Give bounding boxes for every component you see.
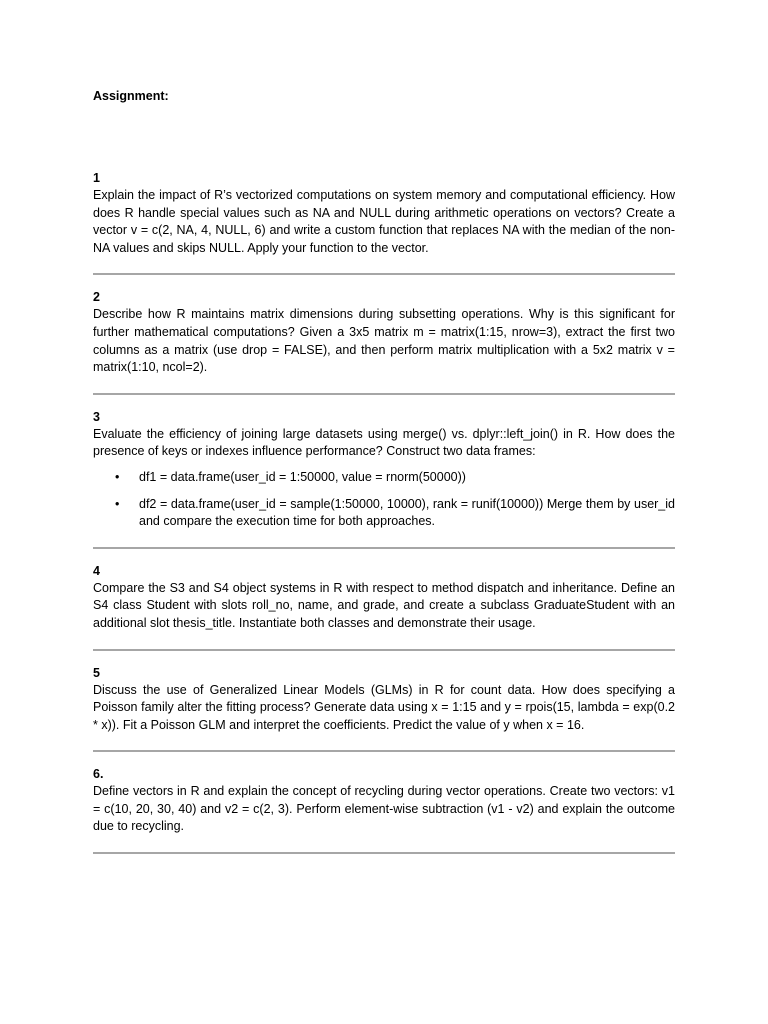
question-number: 2 (93, 290, 100, 305)
section-divider (93, 750, 675, 752)
question-2 (93, 288, 675, 394)
bullet-icon (115, 469, 119, 487)
question-number: 3 (93, 409, 100, 424)
assignment-title: Assignment: (93, 89, 169, 103)
question-text: Compare the S3 and S4 object systems in R with respect to method dispatch and inheritance. Define an S4 class Student with slots roll_no, name, and grade, and create a subclass GraduateStudent with an additional slot thesis_title. Instantiate both classes and demonstrate their usage. (93, 580, 675, 630)
list-item-text: df2 = data.frame(user_id = sample(1:50000, 10000), rank = runif(10000)) Merge them by user_id and compare the execution time for both approaches. (139, 496, 675, 529)
bullet-icon (115, 496, 119, 514)
list-item (93, 469, 675, 487)
section-divider (93, 852, 675, 854)
question-text: Describe how R maintains matrix dimensions during subsetting operations. Why is this significant for further mathematical computations? Given a 3x5 matrix m = matrix(1:15, nrow=3), extract the first two columns as a matrix (use drop = FALSE), and then perform matrix multiplication with a 5x2 matrix v = matrix(1:10, ncol=2). (93, 307, 675, 375)
question-text: Discuss the use of Generalized Linear Models (GLMs) in R for count data. How does specifying a Poisson family alter the fitting process? Generate data using x = 1:15 and y = rpois(15, lambda = exp(0.2 * x)). Fit a Poisson GLM and interpret the coefficients. Predict the value of y when x = 16. (93, 682, 675, 732)
question-5 (93, 664, 675, 753)
section-divider (93, 273, 675, 275)
question-number: 5 (93, 665, 100, 680)
document-content (93, 88, 675, 867)
question-list (93, 169, 675, 854)
section-divider (93, 547, 675, 549)
question-number: 1 (93, 171, 100, 185)
question-text: Evaluate the efficiency of joining large datasets using merge() vs. dplyr::left_join() in R. How does the presence of keys or indexes influence performance? Construct two data frames: (93, 426, 675, 459)
question-text: Define vectors in R and explain the concept of recycling during vector operations. Create two vectors: v1 = c(10, 20, 30, 40) and v2 = c(2, 3). Perform element-wise subtraction (v1 - v2) and explain the outcome due to recycling. (93, 784, 675, 834)
question-6 (93, 765, 675, 854)
question-4 (93, 562, 675, 651)
section-divider (93, 393, 675, 395)
list-item (93, 496, 675, 531)
question-1 (93, 169, 675, 275)
question-text: Explain the impact of R’s vectorized computations on system memory and computational efficiency. How does R handle special values such as NA and NULL during arithmetic operations on vectors? Create a vector v = c(2, NA, 4, NULL, 6) and write a custom function that replaces NA with the median of the non-NA values and skips NULL. Apply your function to the vector. (93, 188, 675, 255)
list-item-text: df1 = data.frame(user_id = 1:50000, value = rnorm(50000)) (139, 469, 466, 484)
bullet-list (93, 469, 675, 531)
question-number: 6. (93, 767, 104, 782)
question-number: 4 (93, 563, 100, 578)
section-divider (93, 649, 675, 651)
question-3 (93, 408, 675, 549)
